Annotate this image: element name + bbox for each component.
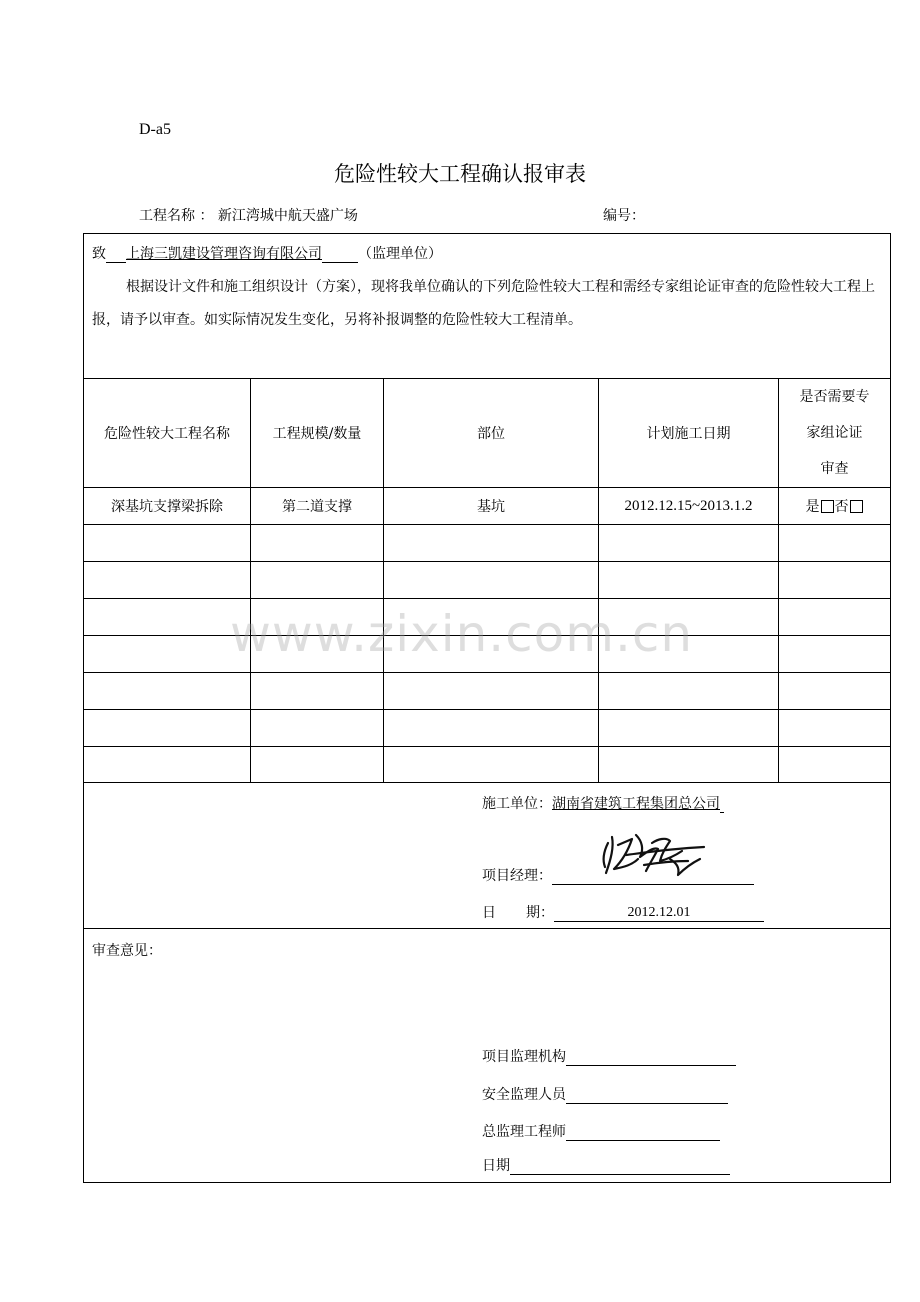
- addressee-prefix: 致: [92, 246, 106, 262]
- project-manager-label: 项目经理：: [482, 868, 552, 884]
- row-location: 基坑: [477, 499, 505, 515]
- project-manager-row: [482, 865, 754, 885]
- contractor-unit-name: 湖南省建筑工程集团总公司: [552, 796, 720, 812]
- table-bottom-line: [84, 782, 890, 783]
- row-planned-date: 2012.12.15~2013.1.2: [624, 497, 753, 514]
- contractor-unit-row: [482, 793, 724, 813]
- addressee-underline-tail: [322, 246, 358, 263]
- supervisor-company: 上海三凯建设管理咨询有限公司: [126, 246, 322, 262]
- header-expert-line-3: 审查: [820, 461, 849, 477]
- header-scale: 工程规模/数量: [272, 426, 362, 442]
- contractor-date-value: 2012.12.01: [554, 905, 764, 922]
- supervision-org-label: 项目监理机构: [482, 1049, 566, 1065]
- project-name-row: [139, 205, 358, 225]
- document-code: D-a5: [139, 121, 171, 138]
- watermark: www.zixin.com.cn: [230, 605, 694, 663]
- supervision-org-line: [566, 1049, 736, 1066]
- page-title: 危险性较大工程确认报审表: [334, 162, 586, 186]
- row-line-1: [84, 524, 890, 525]
- review-date-label: 日期: [482, 1158, 510, 1174]
- row-line-5: [84, 672, 890, 673]
- safety-supervisor-row: [482, 1084, 728, 1104]
- supervisor-suffix: （监理单位）: [358, 246, 442, 262]
- addressee-underline-lead: [106, 246, 126, 263]
- contractor-unit-label: 施工单位：: [482, 796, 552, 812]
- row-line-3: [84, 598, 890, 599]
- row-line-7: [84, 746, 890, 747]
- project-name-value: 新江湾城中航天盛广场: [217, 208, 358, 224]
- yes-checkbox[interactable]: [821, 500, 834, 513]
- row-line-2: [84, 561, 890, 562]
- chief-supervisor-label: 总监理工程师: [482, 1124, 566, 1140]
- contractor-date-row: [482, 902, 764, 922]
- chief-supervisor-row: [482, 1121, 720, 1141]
- header-project-name: 危险性较大工程名称: [104, 426, 230, 442]
- supervision-org-row: [482, 1046, 736, 1066]
- contractor-date-label-1: 日: [482, 905, 496, 921]
- project-name-label: 工程名称 ：: [139, 208, 214, 224]
- safety-supervisor-line: [566, 1087, 728, 1104]
- chief-supervisor-line: [566, 1124, 720, 1141]
- contractor-unit-underline-tail: [720, 796, 724, 813]
- header-planned-date: 计划施工日期: [646, 426, 731, 442]
- row-project-name: 深基坑支撑梁拆除: [111, 499, 223, 515]
- review-opinion-label: 审查意见：: [92, 943, 162, 959]
- header-expert-line-2: 家组论证: [806, 425, 863, 441]
- contractor-bottom-line: [84, 928, 890, 929]
- row-scale: 第二道支撑: [282, 499, 352, 515]
- header-location: 部位: [477, 426, 505, 442]
- no-checkbox[interactable]: [850, 500, 863, 513]
- number-label: 编号：: [603, 208, 645, 224]
- yes-label: 是: [805, 499, 820, 515]
- row-line-6: [84, 709, 890, 710]
- header-expert-line-1: 是否需要专: [799, 389, 870, 405]
- contractor-date-label-2: 期：: [526, 905, 554, 921]
- header-expert-review: [779, 379, 890, 487]
- addressee-line: [92, 243, 442, 263]
- review-date-row: [482, 1155, 730, 1175]
- safety-supervisor-label: 安全监理人员: [482, 1087, 566, 1103]
- review-date-line: [510, 1158, 730, 1175]
- intro-paragraph: 根据设计文件和施工组织设计（方案），现将我单位确认的下列危险性较大工程和需经专家组论证审查的危险性较大工程上报，请予以审查。如实际情况发生变化，另将补报调整的危险性较大工程清单。: [92, 279, 875, 328]
- form-frame: [83, 233, 891, 1183]
- row-expert-choice: [779, 488, 890, 524]
- no-label: 否: [834, 499, 849, 515]
- project-manager-signature-line: [552, 868, 754, 885]
